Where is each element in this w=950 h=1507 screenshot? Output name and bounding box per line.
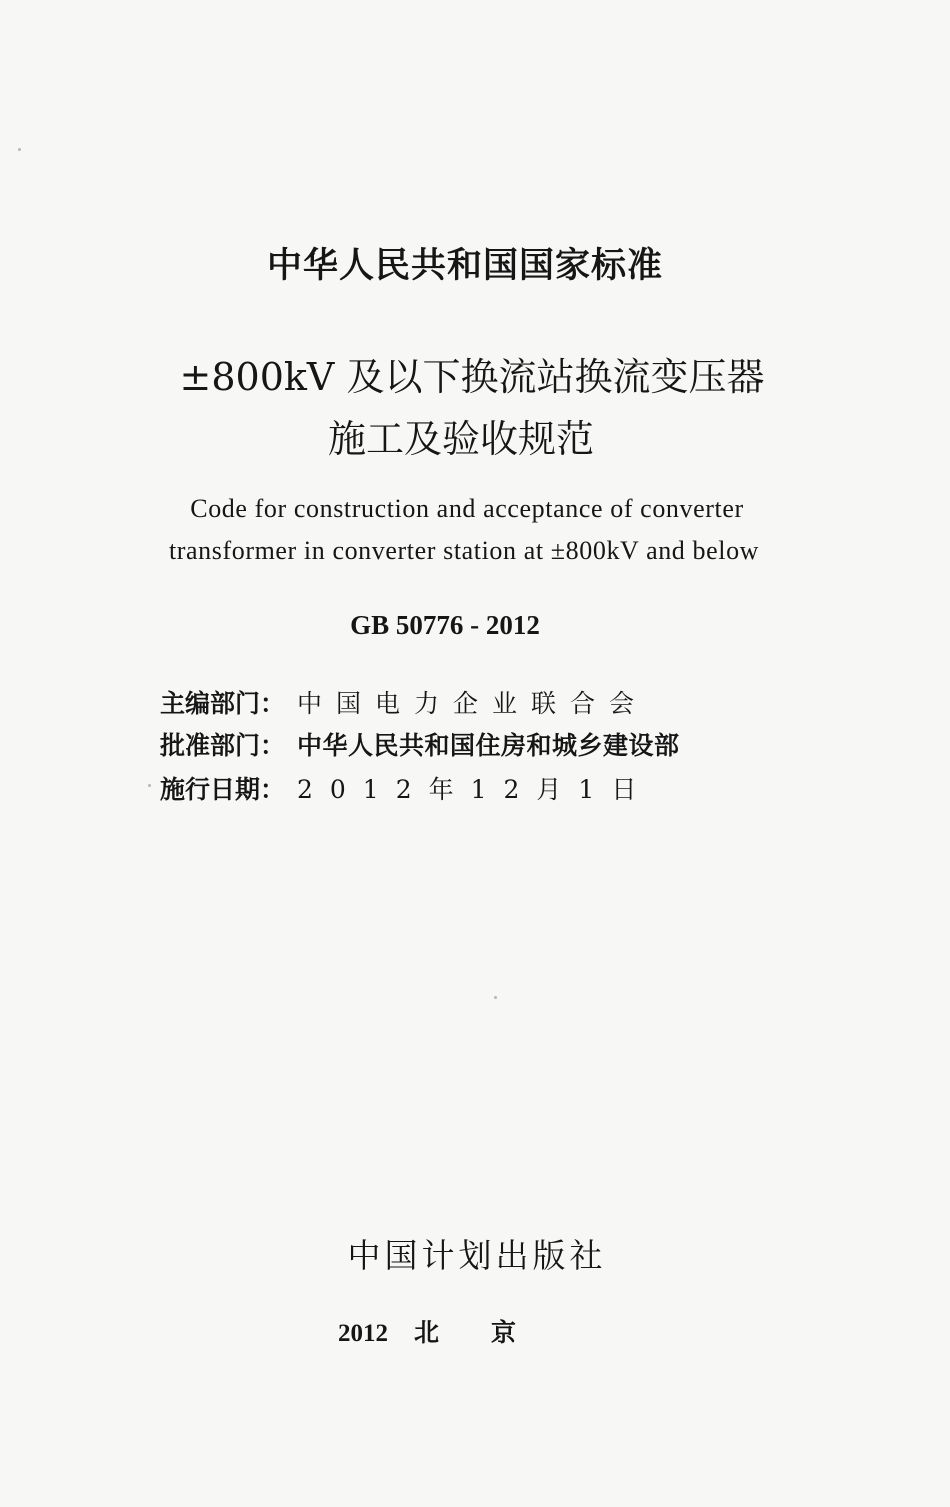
editor-department-value: 中国电力企业联合会 (297, 689, 649, 718)
english-title-line-2: transformer in converter station at ±800kV and below (168, 536, 760, 565)
imprint-year: 2012 (337, 1320, 388, 1347)
scan-speck (494, 996, 497, 999)
english-title-line-1: Code for construction and acceptance of converter (190, 494, 744, 523)
standard-number: GB 50776 - 2012 (350, 610, 540, 640)
editor-department-label: 主编部门： (160, 689, 286, 718)
standard-category-heading: 中华人民共和国国家标准 (266, 246, 663, 286)
approver-department-value: 中华人民共和国住房和城乡建设部 (297, 731, 680, 760)
chinese-title-line-1: ±800kV 及以下换流站换流变压器 (179, 355, 765, 399)
approver-department-label: 批准部门： (160, 731, 286, 760)
effective-date-value: 2012年12月1日 (297, 775, 654, 804)
approver-department-row (160, 726, 680, 762)
editor-department-row (160, 684, 648, 720)
imprint-line (0, 1313, 928, 1349)
chinese-title-line-2: 施工及验收规范 (327, 417, 594, 461)
effective-date-label: 施行日期： (160, 775, 286, 804)
scan-speck (18, 148, 21, 151)
scan-speck (148, 784, 151, 787)
publisher-name: 中国计划出版社 (347, 1236, 607, 1275)
imprint-city: 北京 (413, 1318, 568, 1347)
effective-date-row (160, 770, 653, 806)
